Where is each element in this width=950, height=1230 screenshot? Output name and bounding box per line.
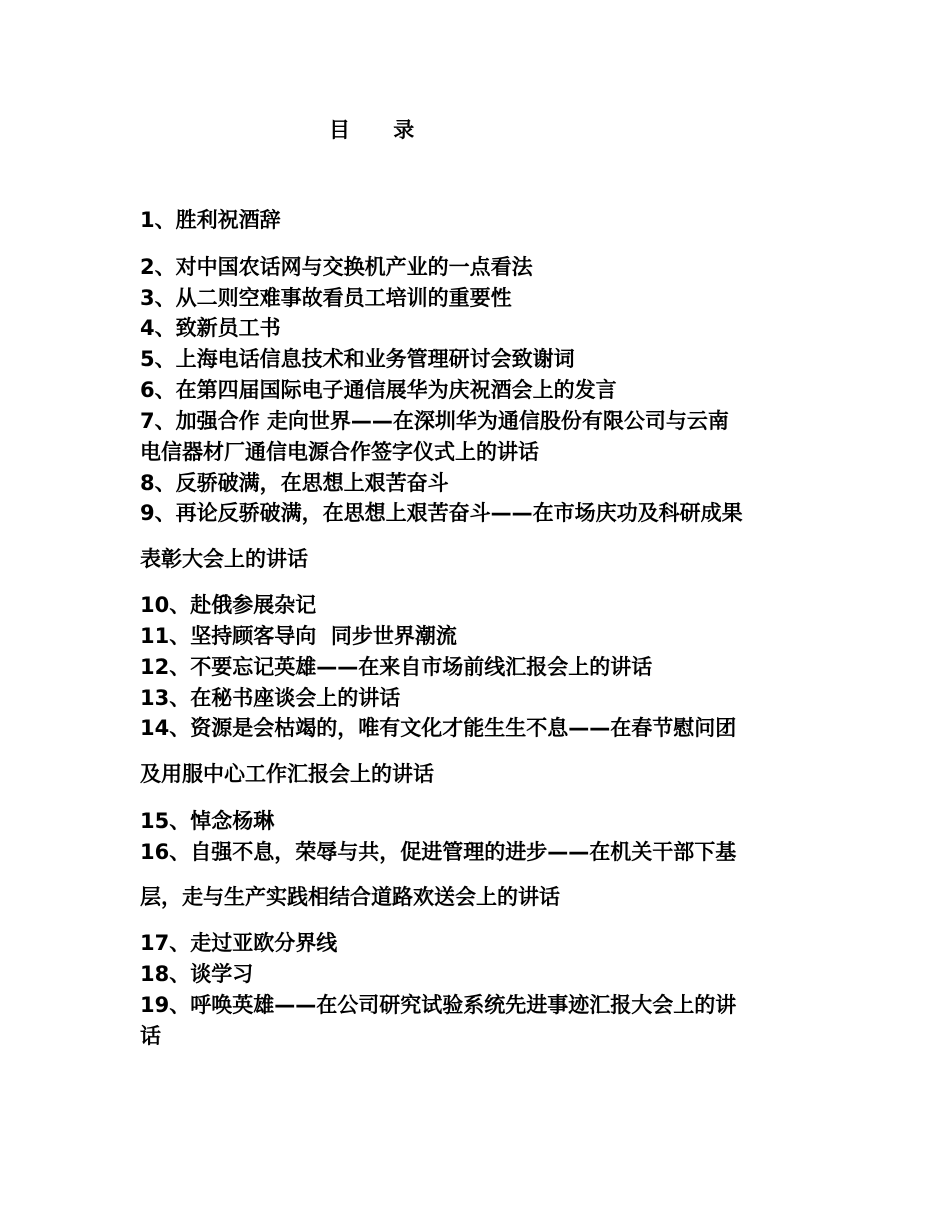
- toc-entry-14-continued: 及用服中心工作汇报会上的讲话: [140, 762, 434, 786]
- toc-entry-8: 8、反骄破满，在思想上艰苦奋斗: [140, 471, 449, 495]
- toc-entry-9: 9、再论反骄破满，在思想上艰苦奋斗——在市场庆功及科研成果: [140, 501, 743, 525]
- toc-entry-12: 12、不要忘记英雄——在来自市场前线汇报会上的讲话: [140, 655, 653, 679]
- toc-entry-7-continued: 电信器材厂通信电源合作签字仪式上的讲话: [140, 440, 539, 464]
- toc-entry-19-continued: 话: [140, 1024, 161, 1048]
- toc-entry-1: 1、胜利祝酒辞: [140, 208, 281, 232]
- toc-entry-10: 10、赴俄参展杂记: [140, 593, 317, 617]
- toc-entry-16-continued: 层，走与生产实践相结合道路欢送会上的讲话: [140, 885, 560, 909]
- toc-entry-13: 13、在秘书座谈会上的讲话: [140, 686, 401, 710]
- page-title: 目 录: [329, 118, 433, 142]
- toc-entry-11: 11、坚持顾客导向 同步世界潮流: [140, 624, 457, 648]
- toc-entry-17: 17、走过亚欧分界线: [140, 931, 338, 955]
- toc-entry-7: 7、加强合作 走向世界——在深圳华为通信股份有限公司与云南: [140, 409, 729, 433]
- toc-entry-19: 19、呼唤英雄——在公司研究试验系统先进事迹汇报大会上的讲: [140, 993, 737, 1017]
- toc-entry-9-continued: 表彰大会上的讲话: [140, 547, 308, 571]
- toc-entry-4: 4、致新员工书: [140, 316, 281, 340]
- toc-entry-3: 3、从二则空难事故看员工培训的重要性: [140, 286, 512, 310]
- toc-entry-15: 15、悼念杨琳: [140, 809, 275, 833]
- toc-entry-5: 5、上海电话信息技术和业务管理研讨会致谢词: [140, 347, 575, 371]
- toc-entry-2: 2、对中国农话网与交换机产业的一点看法: [140, 255, 533, 279]
- toc-entry-14: 14、资源是会枯竭的，唯有文化才能生生不息——在春节慰问团: [140, 716, 737, 740]
- toc-entry-16: 16、自强不息，荣辱与共，促进管理的进步——在机关干部下基: [140, 840, 737, 864]
- toc-entry-18: 18、谈学习: [140, 962, 254, 986]
- toc-entry-6: 6、在第四届国际电子通信展华为庆祝酒会上的发言: [140, 378, 617, 402]
